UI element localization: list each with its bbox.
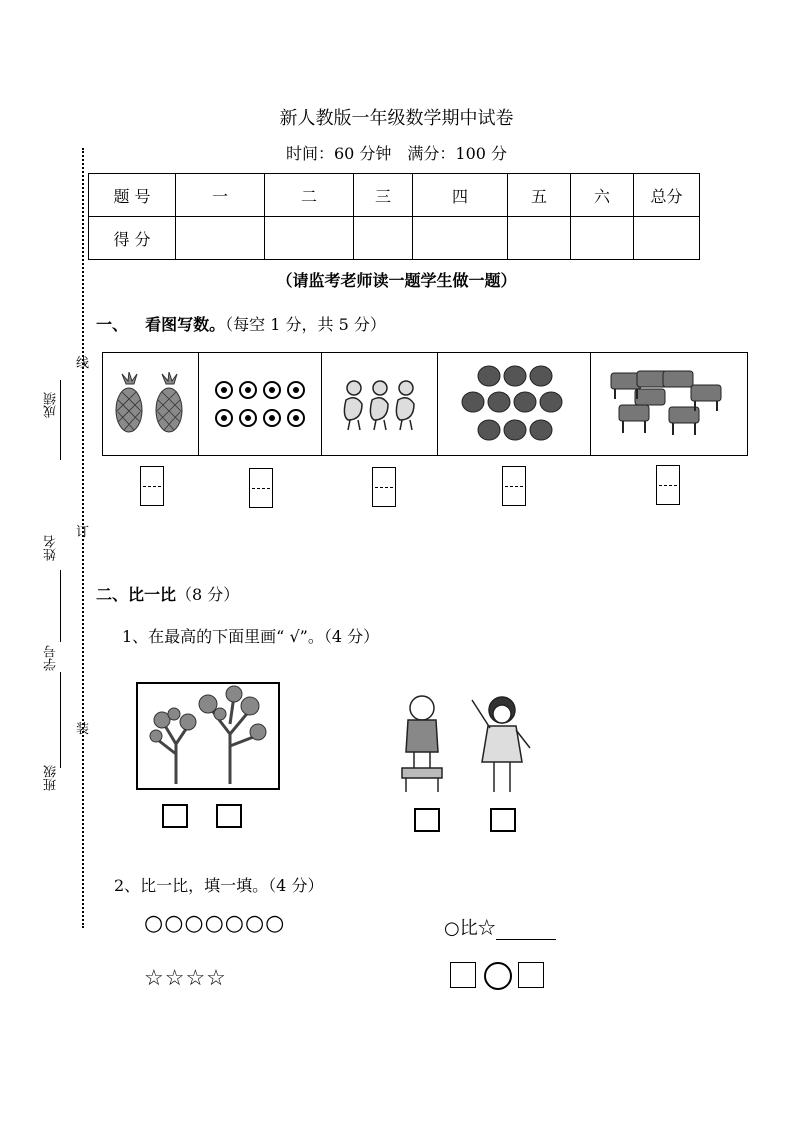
pineapple-cell: [103, 353, 199, 455]
page-title: 新人教版一年级数学期中试卷: [279, 108, 514, 129]
answer-box[interactable]: [249, 468, 273, 508]
table-cell: 得 分: [89, 217, 176, 260]
table-cell: 五: [508, 174, 571, 217]
flower-icon: [212, 376, 308, 432]
score-field-line[interactable]: [60, 380, 61, 460]
table-cell: 总分: [634, 174, 700, 217]
trees-picture: [136, 682, 280, 790]
duck-icon: [338, 376, 422, 432]
answer-box[interactable]: [372, 467, 396, 507]
pineapple-icon: [108, 372, 192, 436]
label-class: 班级: [44, 765, 59, 791]
apple-icon: [459, 364, 569, 444]
score-input-cell[interactable]: [634, 217, 700, 260]
student-id-field-line[interactable]: [60, 672, 61, 768]
table-cell: 六: [571, 174, 634, 217]
score-input-cell[interactable]: [265, 217, 354, 260]
label-score: 成绩: [44, 392, 59, 418]
answer-box[interactable]: [502, 466, 526, 506]
compare-sentence: [444, 914, 556, 940]
score-input-cell[interactable]: [176, 217, 265, 260]
cow-cell: [591, 353, 747, 455]
cow-icon: [607, 367, 731, 441]
stars-row: ☆☆☆☆: [144, 966, 227, 991]
section2-heading: [96, 582, 239, 605]
score-table-header-row: [89, 174, 700, 217]
answer-box[interactable]: [140, 466, 164, 506]
answer-box-right[interactable]: [518, 962, 544, 988]
section1-points: （每空 1 分，共 5 分）: [225, 315, 386, 334]
question-1: 1、在最高的下面里画“ √”。（4 分）: [122, 627, 380, 646]
section2-title: 比一比: [128, 585, 177, 604]
score-input-cell[interactable]: [354, 217, 413, 260]
circle-compare-icon[interactable]: [484, 962, 512, 990]
question-2: 2、比一比，填一填。（4 分）: [114, 876, 324, 895]
duck-cell: [322, 353, 438, 455]
table-cell: 四: [413, 174, 508, 217]
binding-mark-ding: 订: [76, 525, 90, 540]
table-cell: 一: [176, 174, 265, 217]
children-icon: [384, 686, 540, 802]
score-table-score-row: [89, 217, 700, 260]
label-name: 姓名: [44, 535, 59, 561]
name-field-line[interactable]: [60, 570, 61, 642]
label-student-id: 学号: [44, 645, 59, 671]
apple-cell: [438, 353, 592, 455]
table-cell: 题 号: [89, 174, 176, 217]
picture-row: [102, 352, 748, 456]
compare-text: ○比☆: [444, 918, 496, 939]
section1-heading: [96, 312, 386, 335]
answer-box-left[interactable]: [450, 962, 476, 988]
checkbox-boy[interactable]: [414, 808, 440, 832]
score-input-cell[interactable]: [508, 217, 571, 260]
score-input-cell[interactable]: [413, 217, 508, 260]
checkbox-tall-tree[interactable]: [216, 804, 242, 828]
section1-title: 看图写数。: [145, 315, 226, 334]
section2-points: （8 分）: [176, 585, 240, 604]
table-cell: 三: [354, 174, 413, 217]
section2-number: 二、: [96, 585, 129, 604]
answer-box[interactable]: [656, 465, 680, 505]
proctor-note: （请监考老师读一题学生做一题）: [276, 271, 517, 290]
section1-number: 一、: [96, 315, 129, 334]
compare-blank[interactable]: [496, 921, 556, 940]
tree-icon: [138, 684, 278, 788]
checkbox-girl[interactable]: [490, 808, 516, 832]
binding-mark-zhuang: 装: [76, 722, 90, 737]
circles-row: ○○○○○○○: [144, 911, 286, 936]
binding-mark-line: 线: [76, 356, 90, 371]
checkbox-short-tree[interactable]: [162, 804, 188, 828]
score-table: [88, 173, 700, 260]
flower-cell: [199, 353, 323, 455]
page-subtitle: 时间：60 分钟 满分：100 分: [285, 144, 508, 163]
table-cell: 二: [265, 174, 354, 217]
score-input-cell[interactable]: [571, 217, 634, 260]
children-picture: [384, 686, 540, 802]
